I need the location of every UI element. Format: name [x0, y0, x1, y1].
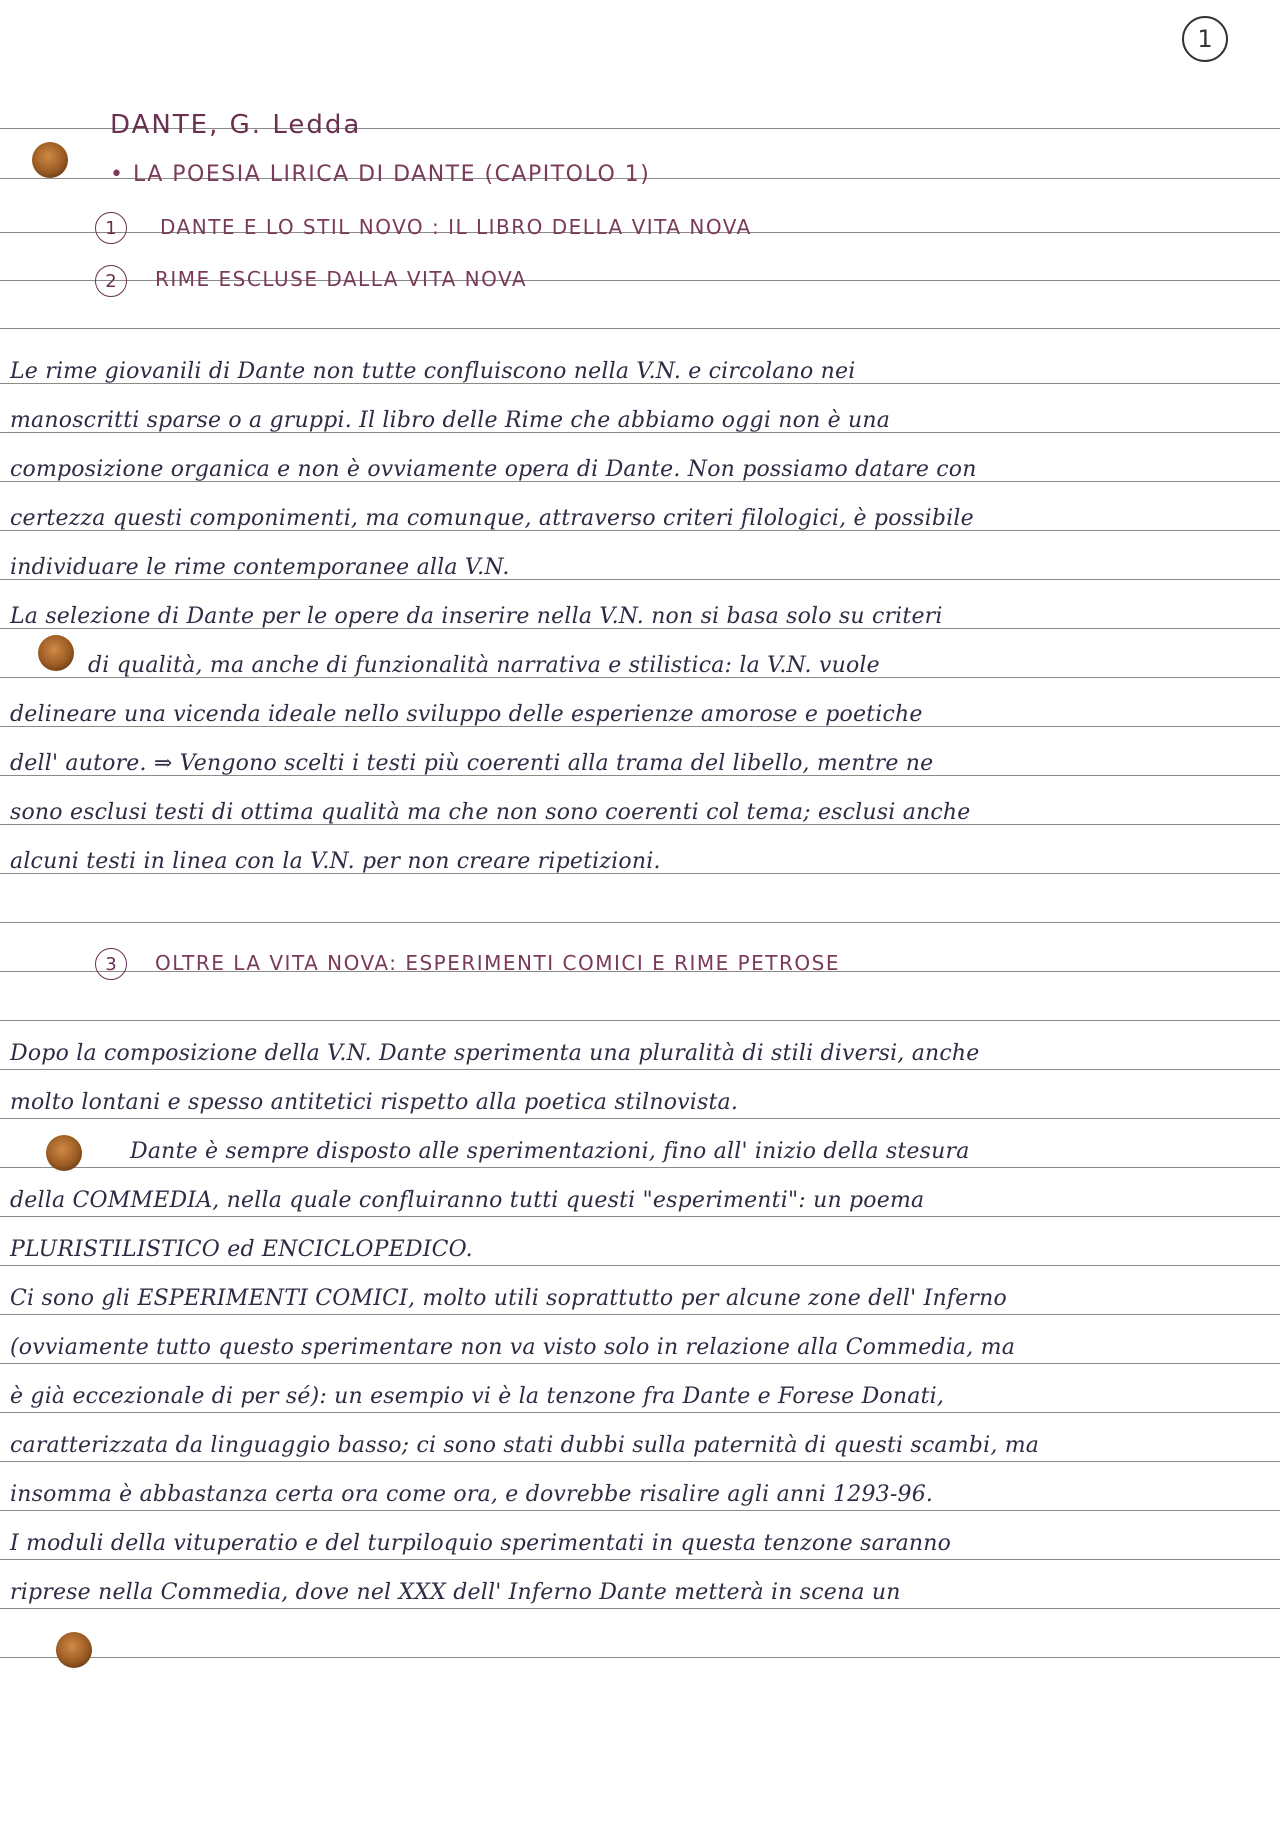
ruled-line	[0, 1118, 1280, 1119]
binder-hole	[32, 142, 68, 178]
text-line: caratterizzata da linguaggio basso; ci sono stati dubbi sulla paternità di questi scambi, ma	[10, 1433, 1040, 1458]
ruled-line	[0, 1657, 1280, 1658]
text-line: Dopo la composizione della V.N. Dante sperimenta una pluralità di stili diversi, anche	[10, 1041, 980, 1066]
section-number: 2	[95, 265, 127, 297]
text-line: Dante è sempre disposto alle sperimentazioni, fino all' inizio della stesura	[130, 1139, 970, 1164]
ruled-line	[0, 1608, 1280, 1609]
text-line: manoscritti sparse o a gruppi. Il libro delle Rime che abbiamo oggi non è una	[10, 408, 891, 433]
section-number: 1	[95, 212, 127, 244]
author-line: DANTE, G. Ledda	[110, 110, 362, 140]
section-title: OLTRE LA VITA NOVA: ESPERIMENTI COMICI E RIME PETROSE	[155, 951, 840, 975]
ruled-line	[0, 328, 1280, 329]
text-line: (ovviamente tutto questo sperimentare non va visto solo in relazione alla Commedia, ma	[10, 1335, 1016, 1360]
binder-hole	[38, 635, 74, 671]
text-line: insomma è abbastanza certa ora come ora, e dovrebbe risalire agli anni 1293-96.	[10, 1482, 934, 1507]
ruled-line	[0, 1167, 1280, 1168]
text-line: della COMMEDIA, nella quale confluiranno tutti questi "esperimenti": un poema	[10, 1188, 925, 1213]
text-line: certezza questi componimenti, ma comunque, attraverso criteri filologici, è possibile	[10, 506, 974, 531]
text-line: delineare una vicenda ideale nello sviluppo delle esperienze amorose e poetiche	[10, 702, 923, 727]
text-line: riprese nella Commedia, dove nel XXX dell' Inferno Dante metterà in scena un	[10, 1580, 901, 1605]
text-line: Le rime giovanili di Dante non tutte confluiscono nella V.N. e circolano nei	[10, 359, 856, 384]
text-line: La selezione di Dante per le opere da inserire nella V.N. non si basa solo su criteri	[10, 604, 943, 629]
ruled-line	[0, 1461, 1280, 1462]
ruled-line	[0, 922, 1280, 923]
ruled-line	[0, 1510, 1280, 1511]
text-line: alcuni testi in linea con la V.N. per non creare ripetizioni.	[10, 849, 661, 874]
ruled-line	[0, 1314, 1280, 1315]
text-line: è già eccezionale di per sé): un esempio vi è la tenzone fra Dante e Forese Donati,	[10, 1384, 945, 1409]
ruled-line	[0, 1265, 1280, 1266]
page-number: 1	[1182, 16, 1228, 62]
text-line: di qualità, ma anche di funzionalità narrativa e stilistica: la V.N. vuole	[88, 653, 880, 678]
text-line: composizione organica e non è ovviamente opera di Dante. Non possiamo datare con	[10, 457, 977, 482]
ruled-line	[0, 1559, 1280, 1560]
ruled-line	[0, 1069, 1280, 1070]
text-line: dell' autore. ⇒ Vengono scelti i testi più coerenti alla trama del libello, mentre ne	[10, 751, 934, 776]
text-line: molto lontani e spesso antitetici rispetto alla poetica stilnovista.	[10, 1090, 739, 1115]
section-number: 3	[95, 948, 127, 980]
text-line: Ci sono gli ESPERIMENTI COMICI, molto utili soprattutto per alcune zone dell' Inferno	[10, 1286, 1007, 1311]
ruled-line	[0, 1363, 1280, 1364]
ruled-line	[0, 1216, 1280, 1217]
chapter-line: • LA POESIA LIRICA DI DANTE (CAPITOLO 1)	[110, 162, 651, 187]
section-title: DANTE E LO STIL NOVO : IL LIBRO DELLA VITA NOVA	[160, 215, 752, 239]
text-line: I moduli della vituperatio e del turpiloquio sperimentati in questa tenzone saranno	[10, 1531, 952, 1556]
text-line: PLURISTILISTICO ed ENCICLOPEDICO.	[10, 1237, 473, 1262]
binder-hole	[56, 1632, 92, 1668]
binder-hole	[46, 1135, 82, 1171]
section-title: RIME ESCLUSE DALLA VITA NOVA	[155, 267, 528, 291]
ruled-line	[0, 1412, 1280, 1413]
ruled-line	[0, 1020, 1280, 1021]
text-line: individuare le rime contemporanee alla V.N.	[10, 555, 510, 580]
text-line: sono esclusi testi di ottima qualità ma che non sono coerenti col tema; esclusi anche	[10, 800, 971, 825]
